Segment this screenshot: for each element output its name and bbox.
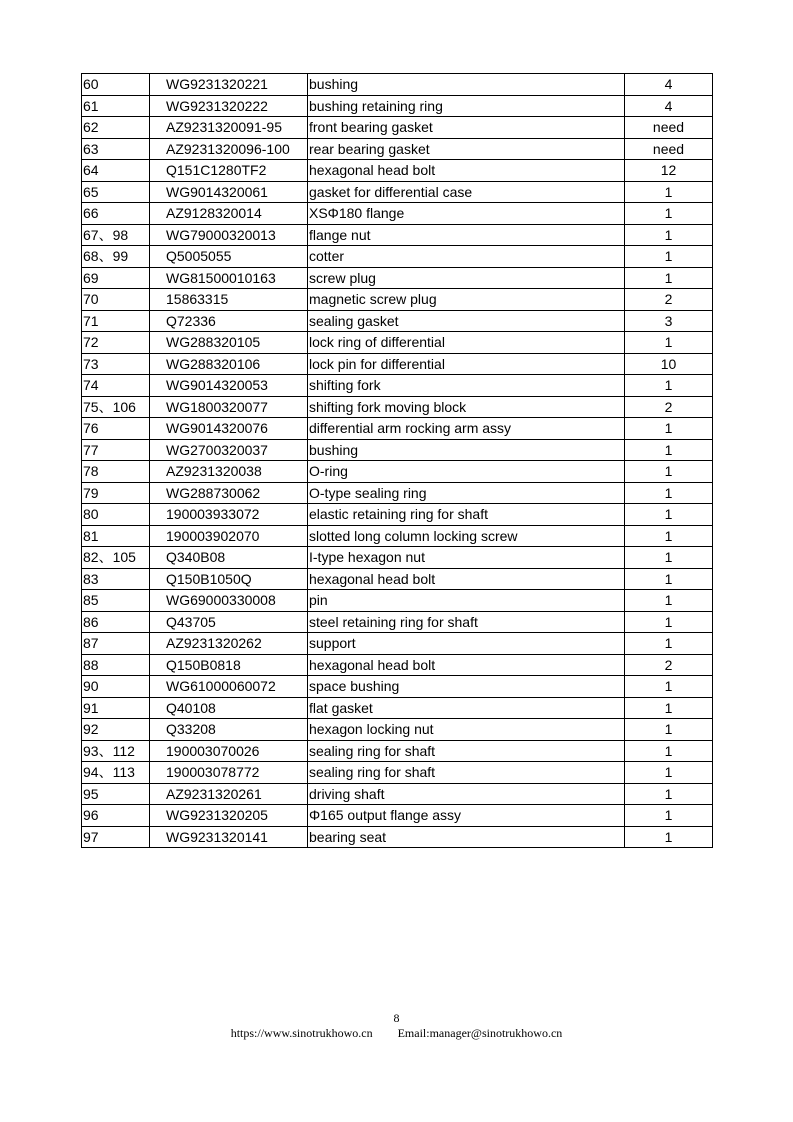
quantity-cell: 1	[625, 590, 713, 612]
item-number-cell: 96	[82, 805, 150, 827]
part-name-cell: lock ring of differential	[308, 332, 625, 354]
part-code-cell: Q150B0818	[150, 654, 308, 676]
table-row	[82, 547, 713, 569]
quantity-cell: 1	[625, 697, 713, 719]
part-name-cell: driving shaft	[308, 783, 625, 805]
table-row	[82, 375, 713, 397]
website-link[interactable]: https://www.sinotrukhowo.cn	[230, 1026, 373, 1040]
part-name-cell: rear bearing gasket	[308, 138, 625, 160]
table-row	[82, 697, 713, 719]
part-name-cell: O-type sealing ring	[308, 482, 625, 504]
part-name-cell: Φ165 output flange assy	[308, 805, 625, 827]
quantity-cell: 1	[625, 611, 713, 633]
part-code-cell: AZ9231320038	[150, 461, 308, 483]
part-code-cell: AZ9128320014	[150, 203, 308, 225]
item-number-cell: 95	[82, 783, 150, 805]
part-name-cell: gasket for differential case	[308, 181, 625, 203]
item-number-cell: 79	[82, 482, 150, 504]
table-row	[82, 353, 713, 375]
table-row	[82, 805, 713, 827]
item-number-cell: 61	[82, 95, 150, 117]
part-code-cell: Q150B1050Q	[150, 568, 308, 590]
part-name-cell: shifting fork	[308, 375, 625, 397]
part-name-cell: XSΦ180 flange	[308, 203, 625, 225]
table-row	[82, 590, 713, 612]
item-number-cell: 80	[82, 504, 150, 526]
quantity-cell: 4	[625, 95, 713, 117]
part-code-cell: WG9231320222	[150, 95, 308, 117]
part-code-cell: Q340B08	[150, 547, 308, 569]
table-row	[82, 762, 713, 784]
item-number-cell: 68、99	[82, 246, 150, 268]
quantity-cell: 1	[625, 224, 713, 246]
quantity-cell: 1	[625, 547, 713, 569]
table-row	[82, 525, 713, 547]
quantity-cell: 10	[625, 353, 713, 375]
part-code-cell: WG288320105	[150, 332, 308, 354]
quantity-cell: 2	[625, 654, 713, 676]
part-name-cell: bushing	[308, 439, 625, 461]
part-name-cell: front bearing gasket	[308, 117, 625, 139]
part-name-cell: hexagon locking nut	[308, 719, 625, 741]
table-row	[82, 310, 713, 332]
part-code-cell: WG81500010163	[150, 267, 308, 289]
item-number-cell: 93、112	[82, 740, 150, 762]
part-code-cell: AZ9231320091-95	[150, 117, 308, 139]
part-name-cell: pin	[308, 590, 625, 612]
part-name-cell: sealing ring for shaft	[308, 762, 625, 784]
quantity-cell: 1	[625, 181, 713, 203]
item-number-cell: 92	[82, 719, 150, 741]
table-row	[82, 826, 713, 848]
footer-contact	[0, 1026, 793, 1041]
part-code-cell: WG2700320037	[150, 439, 308, 461]
part-name-cell: flange nut	[308, 224, 625, 246]
part-code-cell: Q5005055	[150, 246, 308, 268]
quantity-cell: 2	[625, 396, 713, 418]
part-code-cell: AZ9231320096-100	[150, 138, 308, 160]
quantity-cell: 1	[625, 740, 713, 762]
table-row	[82, 332, 713, 354]
quantity-cell: 2	[625, 289, 713, 311]
item-number-cell: 75、106	[82, 396, 150, 418]
quantity-cell: 1	[625, 439, 713, 461]
part-name-cell: space bushing	[308, 676, 625, 698]
item-number-cell: 94、113	[82, 762, 150, 784]
part-code-cell: AZ9231320261	[150, 783, 308, 805]
item-number-cell: 69	[82, 267, 150, 289]
part-name-cell: slotted long column locking screw	[308, 525, 625, 547]
table-row	[82, 160, 713, 182]
item-number-cell: 90	[82, 676, 150, 698]
quantity-cell: 1	[625, 762, 713, 784]
item-number-cell: 76	[82, 418, 150, 440]
quantity-cell: need	[625, 117, 713, 139]
part-name-cell: differential arm rocking arm assy	[308, 418, 625, 440]
item-number-cell: 60	[82, 74, 150, 96]
quantity-cell: 1	[625, 461, 713, 483]
part-code-cell: WG1800320077	[150, 396, 308, 418]
part-code-cell: 190003933072	[150, 504, 308, 526]
table-row	[82, 95, 713, 117]
table-row	[82, 783, 713, 805]
item-number-cell: 62	[82, 117, 150, 139]
table-row	[82, 396, 713, 418]
item-number-cell: 74	[82, 375, 150, 397]
part-code-cell: WG9014320053	[150, 375, 308, 397]
item-number-cell: 83	[82, 568, 150, 590]
table-row	[82, 246, 713, 268]
page-number: 8	[393, 1011, 400, 1025]
part-code-cell: Q151C1280TF2	[150, 160, 308, 182]
item-number-cell: 91	[82, 697, 150, 719]
part-code-cell: WG288730062	[150, 482, 308, 504]
part-name-cell: elastic retaining ring for shaft	[308, 504, 625, 526]
item-number-cell: 87	[82, 633, 150, 655]
table-row	[82, 203, 713, 225]
quantity-cell: 1	[625, 719, 713, 741]
part-name-cell: O-ring	[308, 461, 625, 483]
table-row	[82, 740, 713, 762]
quantity-cell: 1	[625, 418, 713, 440]
part-name-cell: bearing seat	[308, 826, 625, 848]
part-code-cell: Q33208	[150, 719, 308, 741]
table-row	[82, 117, 713, 139]
item-number-cell: 86	[82, 611, 150, 633]
part-code-cell: WG9231320205	[150, 805, 308, 827]
parts-table	[81, 73, 713, 848]
quantity-cell: 1	[625, 332, 713, 354]
item-number-cell: 81	[82, 525, 150, 547]
part-code-cell: 190003070026	[150, 740, 308, 762]
quantity-cell: 1	[625, 783, 713, 805]
quantity-cell: 4	[625, 74, 713, 96]
part-name-cell: sealing gasket	[308, 310, 625, 332]
quantity-cell: 1	[625, 482, 713, 504]
part-code-cell: WG9014320061	[150, 181, 308, 203]
part-code-cell: Q72336	[150, 310, 308, 332]
quantity-cell: 1	[625, 805, 713, 827]
table-row	[82, 719, 713, 741]
quantity-cell: 1	[625, 826, 713, 848]
item-number-cell: 72	[82, 332, 150, 354]
part-code-cell: Q40108	[150, 697, 308, 719]
item-number-cell: 63	[82, 138, 150, 160]
item-number-cell: 66	[82, 203, 150, 225]
item-number-cell: 73	[82, 353, 150, 375]
quantity-cell: 12	[625, 160, 713, 182]
item-number-cell: 88	[82, 654, 150, 676]
part-code-cell: WG9231320141	[150, 826, 308, 848]
quantity-cell: 1	[625, 504, 713, 526]
table-row	[82, 504, 713, 526]
item-number-cell: 78	[82, 461, 150, 483]
quantity-cell: 1	[625, 203, 713, 225]
table-row	[82, 418, 713, 440]
table-row	[82, 654, 713, 676]
table-row	[82, 482, 713, 504]
quantity-cell: 1	[625, 633, 713, 655]
part-code-cell: WG9014320076	[150, 418, 308, 440]
part-name-cell: support	[308, 633, 625, 655]
part-code-cell: WG79000320013	[150, 224, 308, 246]
part-name-cell: cotter	[308, 246, 625, 268]
item-number-cell: 82、105	[82, 547, 150, 569]
table-row	[82, 267, 713, 289]
part-name-cell: bushing	[308, 74, 625, 96]
item-number-cell: 70	[82, 289, 150, 311]
part-name-cell: hexagonal head bolt	[308, 568, 625, 590]
email-link[interactable]: Email:manager@sinotrukhowo.cn	[397, 1026, 563, 1040]
quantity-cell: 1	[625, 525, 713, 547]
part-name-cell: bushing retaining ring	[308, 95, 625, 117]
part-name-cell: sealing ring for shaft	[308, 740, 625, 762]
item-number-cell: 71	[82, 310, 150, 332]
item-number-cell: 85	[82, 590, 150, 612]
parts-table-body	[82, 74, 713, 848]
part-name-cell: hexagonal head bolt	[308, 160, 625, 182]
table-row	[82, 568, 713, 590]
table-row	[82, 611, 713, 633]
part-name-cell: screw plug	[308, 267, 625, 289]
quantity-cell: need	[625, 138, 713, 160]
table-row	[82, 633, 713, 655]
table-row	[82, 138, 713, 160]
part-code-cell: 15863315	[150, 289, 308, 311]
quantity-cell: 1	[625, 267, 713, 289]
part-name-cell: hexagonal head bolt	[308, 654, 625, 676]
part-code-cell: 190003078772	[150, 762, 308, 784]
part-name-cell: steel retaining ring for shaft	[308, 611, 625, 633]
part-code-cell: WG61000060072	[150, 676, 308, 698]
quantity-cell: 1	[625, 375, 713, 397]
table-row	[82, 461, 713, 483]
item-number-cell: 97	[82, 826, 150, 848]
quantity-cell: 3	[625, 310, 713, 332]
quantity-cell: 1	[625, 676, 713, 698]
part-code-cell: WG69000330008	[150, 590, 308, 612]
item-number-cell: 65	[82, 181, 150, 203]
part-name-cell: shifting fork moving block	[308, 396, 625, 418]
part-name-cell: I-type hexagon nut	[308, 547, 625, 569]
part-code-cell: WG9231320221	[150, 74, 308, 96]
part-code-cell: 190003902070	[150, 525, 308, 547]
part-code-cell: Q43705	[150, 611, 308, 633]
table-row	[82, 224, 713, 246]
part-name-cell: lock pin for differential	[308, 353, 625, 375]
part-name-cell: magnetic screw plug	[308, 289, 625, 311]
table-row	[82, 289, 713, 311]
part-code-cell: AZ9231320262	[150, 633, 308, 655]
part-name-cell: flat gasket	[308, 697, 625, 719]
table-row	[82, 676, 713, 698]
table-row	[82, 74, 713, 96]
quantity-cell: 1	[625, 246, 713, 268]
item-number-cell: 77	[82, 439, 150, 461]
table-row	[82, 439, 713, 461]
quantity-cell: 1	[625, 568, 713, 590]
table-row	[82, 181, 713, 203]
part-code-cell: WG288320106	[150, 353, 308, 375]
item-number-cell: 67、98	[82, 224, 150, 246]
item-number-cell: 64	[82, 160, 150, 182]
